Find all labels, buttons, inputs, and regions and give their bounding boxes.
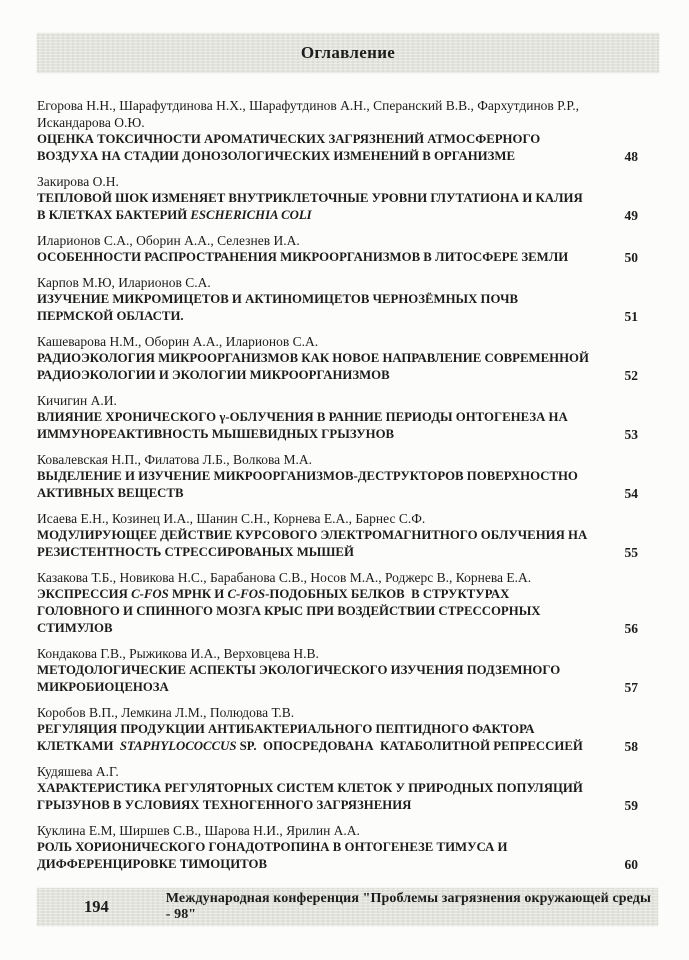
entry-title-row — [37, 721, 658, 755]
toc-entry — [37, 333, 658, 384]
entry-page-number: 59 — [624, 798, 638, 813]
entry-authors: Кичигин А.И. — [37, 393, 117, 408]
entry-title-row — [37, 131, 658, 165]
entry-title: МЕТОДОЛОГИЧЕСКИЕ АСПЕКТЫ ЭКОЛОГИЧЕСКОГО ИЗУЧЕНИЯ ПОДЗЕМНОГО МИКРОБИОЦЕНОЗА — [37, 663, 561, 694]
toc-entry — [37, 173, 658, 224]
footer-band — [37, 888, 658, 926]
entry-title-row — [37, 527, 658, 561]
entry-page-number: 60 — [624, 857, 638, 872]
entry-authors: Казакова Т.Б., Новикова Н.С., Барабанова С.В., Носов М.А., Роджерс В., Корнева Е.А. — [37, 570, 532, 585]
entry-authors: Куклина Е.М, Ширшев С.В., Шарова Н.И., Ярилин А.А. — [37, 823, 360, 838]
entry-title: ОСОБЕННОСТИ РАСПРОСТРАНЕНИЯ МИКРООРГАНИЗМОВ В ЛИТОСФЕРЕ ЗЕМЛИ — [37, 250, 569, 264]
entry-title: ОЦЕНКА ТОКСИЧНОСТИ АРОМАТИЧЕСКИХ ЗАГРЯЗНЕНИЙ АТМОСФЕРНОГО ВОЗДУХА НА СТАДИИ ДОНОЗОЛОГИЧЕСКИХ ИЗМЕНЕНИЙ В ОРГАНИЗМЕ — [37, 132, 541, 163]
entry-title-row — [37, 839, 658, 873]
entry-authors: Иларионов С.А., Оборин А.А., Селезнев И.А. — [37, 233, 300, 248]
entry-title-row — [37, 468, 658, 502]
entry-title-row — [37, 586, 658, 637]
entry-page-number: 56 — [624, 621, 638, 636]
page-folio: 194 — [84, 897, 109, 916]
entry-title-row — [37, 662, 658, 696]
toc-title: Оглавление — [300, 43, 396, 62]
toc-entry — [37, 822, 658, 873]
entry-title: РЕГУЛЯЦИЯ ПРОДУКЦИИ АНТИБАКТЕРИАЛЬНОГО ПЕПТИДНОГО ФАКТОРА КЛЕТКАМИ STAPHYLOCOCCUS SP. ОПОСРЕДОВАНА КАТАБОЛИТНОЙ РЕПРЕССИЕЙ — [37, 722, 583, 753]
toc-entry — [37, 232, 658, 266]
entry-page-number: 48 — [624, 149, 638, 164]
entry-title-row — [37, 409, 658, 443]
toc-entry — [37, 451, 658, 502]
toc-entry — [37, 97, 658, 165]
entry-authors: Кондакова Г.В., Рыжикова И.А., Верховцева Н.В. — [37, 646, 319, 661]
toc-list — [37, 97, 658, 881]
toc-entry — [37, 645, 658, 696]
entry-authors: Ковалевская Н.П., Филатова Л.Б., Волкова М.А. — [37, 452, 313, 467]
toc-entry — [37, 569, 658, 637]
entry-title: МОДУЛИРУЮЩЕЕ ДЕЙСТВИЕ КУРСОВОГО ЭЛЕКТРОМАГНИТНОГО ОБЛУЧЕНИЯ НА РЕЗИСТЕНТНОСТЬ СТРЕССИРОВАНЫХ МЫШЕЙ — [37, 528, 588, 559]
entry-page-number: 50 — [624, 250, 638, 265]
entry-authors: Кашеварова Н.М., Оборин А.А., Иларионов С.А. — [37, 334, 319, 349]
entry-title: РОЛЬ ХОРИОНИЧЕСКОГО ГОНАДОТРОПИНА В ОНТОГЕНЕЗЕ ТИМУСА И ДИФФЕРЕНЦИРОВКЕ ТИМОЦИТОВ — [37, 840, 508, 871]
toc-header-band — [37, 33, 659, 73]
entry-title-row — [37, 780, 658, 814]
entry-page-number: 57 — [624, 680, 638, 695]
entry-title: ТЕПЛОВОЙ ШОК ИЗМЕНЯЕТ ВНУТРИКЛЕТОЧНЫЕ УРОВНИ ГЛУТАТИОНА И КАЛИЯ В КЛЕТКАХ БАКТЕРИЙ ESCHERICHIA COLI — [37, 191, 583, 222]
entry-title: ХАРАКТЕРИСТИКА РЕГУЛЯТОРНЫХ СИСТЕМ КЛЕТОК У ПРИРОДНЫХ ПОПУЛЯЦИЙ ГРЫЗУНОВ В УСЛОВИЯХ ТЕХНОГЕННОГО ЗАГРЯЗНЕНИЯ — [37, 781, 583, 812]
entry-title: РАДИОЭКОЛОГИЯ МИКРООРГАНИЗМОВ КАК НОВОЕ НАПРАВЛЕНИЕ СОВРЕМЕННОЙ РАДИОЭКОЛОГИИ И ЭКОЛОГИИ МИКРООРГАНИЗМОВ — [37, 351, 589, 382]
footer-conference-title: Международная конференция "Проблемы загрязнения окружающей среды - 98" — [165, 891, 651, 922]
entry-title-row — [37, 190, 658, 224]
entry-authors: Закирова О.Н. — [37, 174, 119, 189]
entry-authors: Исаева Е.Н., Козинец И.А., Шанин С.Н., Корнева Е.А., Барнес С.Ф. — [37, 511, 426, 526]
entry-title: ИЗУЧЕНИЕ МИКРОМИЦЕТОВ И АКТИНОМИЦЕТОВ ЧЕРНОЗЁМНЫХ ПОЧВ ПЕРМСКОЙ ОБЛАСТИ. — [37, 292, 519, 323]
toc-entry — [37, 274, 658, 325]
toc-entry — [37, 510, 658, 561]
entry-page-number: 51 — [624, 309, 638, 324]
toc-entry — [37, 763, 658, 814]
entry-title-row — [37, 249, 658, 266]
entry-page-number: 58 — [624, 739, 638, 754]
entry-title: ЭКСПРЕССИЯ C-FOS МРНК И C-FOS-ПОДОБНЫХ БЕЛКОВ В СТРУКТУРАХ ГОЛОВНОГО И СПИННОГО МОЗГА КРЫС ПРИ ВОЗДЕЙСТВИИ СТРЕССОРНЫХ СТИМУЛОВ — [37, 587, 541, 635]
entry-title: ВЫДЕЛЕНИЕ И ИЗУЧЕНИЕ МИКРООРГАНИЗМОВ-ДЕСТРУКТОРОВ ПОВЕРХНОСТНО АКТИВНЫХ ВЕЩЕСТВ — [37, 469, 578, 500]
entry-authors: Карпов М.Ю, Иларионов С.А. — [37, 275, 211, 290]
entry-page-number: 54 — [624, 486, 638, 501]
toc-entry — [37, 392, 658, 443]
entry-title: ВЛИЯНИЕ ХРОНИЧЕСКОГО γ-ОБЛУЧЕНИЯ В РАННИЕ ПЕРИОДЫ ОНТОГЕНЕЗА НА ИММУНОРЕАКТИВНОСТЬ МЫШЕВИДНЫХ ГРЫЗУНОВ — [37, 410, 568, 441]
entry-page-number: 49 — [624, 208, 638, 223]
entry-authors: Кудяшева А.Г. — [37, 764, 119, 779]
entry-page-number: 55 — [624, 545, 638, 560]
entry-title-row — [37, 291, 658, 325]
entry-authors: Егорова Н.Н., Шарафутдинова Н.Х., Шарафутдинов А.Н., Сперанский В.В., Фархутдинов Р.Р., Искандарова О.Ю. — [37, 98, 579, 130]
entry-authors: Коробов В.П., Лемкина Л.М., Полюдова Т.В. — [37, 705, 295, 720]
entry-title-row — [37, 350, 658, 384]
entry-page-number: 52 — [624, 368, 638, 383]
entry-page-number: 53 — [624, 427, 638, 442]
toc-entry — [37, 704, 658, 755]
